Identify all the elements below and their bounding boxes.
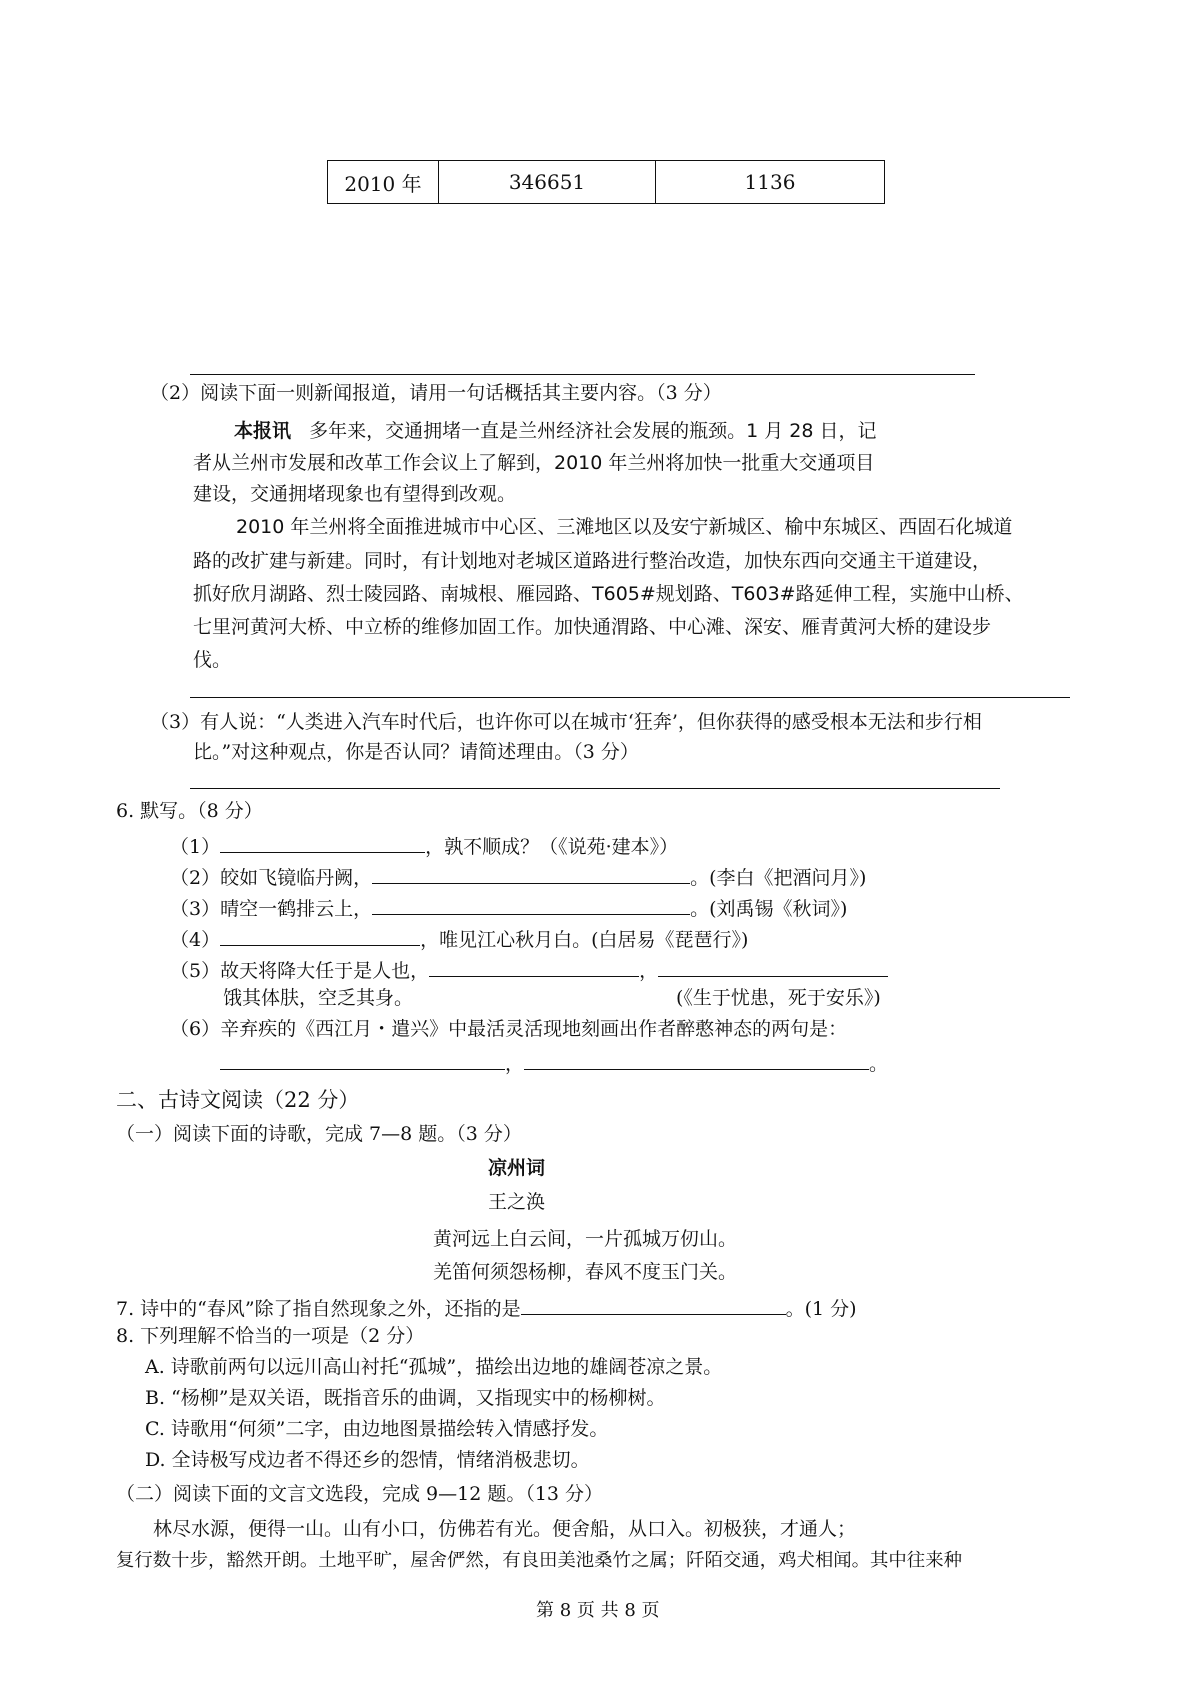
- q6-item-4: [170, 927, 748, 950]
- q6-item-6: [170, 1020, 847, 1039]
- q6-item-1-num: （1）: [170, 836, 221, 858]
- page-footer: 第 8 页 共 8 页: [536, 1600, 660, 1621]
- q6-6-blank-a[interactable]: [220, 1051, 505, 1070]
- q8-option-c[interactable]: C. 诗歌用“何须”二字，由边地图景描绘转入情感抒发。: [145, 1418, 609, 1440]
- q8-text: 8. 下列理解不恰当的一项是（2 分）: [116, 1325, 425, 1347]
- news-p1-line3: 建设，交通拥堵现象也有望得到改观。: [193, 483, 517, 505]
- section2-title: 二、古诗文阅读（22 分）: [116, 1088, 360, 1112]
- q7-text: 7. 诗中的“春风”除了指自然现象之外，还指的是: [116, 1298, 521, 1320]
- q6-item-6-num: （6）: [170, 1018, 221, 1040]
- q6-item-5-mid: ，: [639, 960, 659, 982]
- passage-line-2: 复行数十步，豁然开朗。土地平旷，屋舍俨然，有良田美池桑竹之属；阡陌交通，鸡犬相闻。其中往来种: [116, 1550, 962, 1571]
- news-p2-line1: 2010 年兰州将全面推进城市中心区、三滩地区以及安宁新城区、榆中东城区、西固石化城道: [236, 516, 1013, 538]
- q6-item-5-num: （5）: [170, 960, 221, 982]
- news-p2-line4: 七里河黄河大桥、中立桥的维修加固工作。加快通渭路、中心滩、深安、雁青黄河大桥的建设步: [193, 616, 992, 638]
- q6-5-blank-b[interactable]: [658, 958, 888, 977]
- q6-item-6-text: 辛弃疾的《西江月・遣兴》中最活灵活现地刻画出作者醉憨神态的两句是：: [220, 1018, 848, 1040]
- section2-part1: （一）阅读下面的诗歌，完成 7—8 题。（3 分）: [116, 1123, 522, 1145]
- q5-3-line1: （3）有人说：“人类进入汽车时代后，也许你可以在城市‘狂奔’，但你获得的感受根本无法和步行相: [150, 711, 982, 733]
- q6-item-2: [170, 865, 866, 888]
- q8-option-a[interactable]: A. 诗歌前两句以远川高山衬托“孤城”，描绘出边地的雄阔苍凉之景。: [145, 1356, 723, 1378]
- q6-item-5-text: 故天将降大任于是人也，: [220, 960, 430, 982]
- answer-line-q5-2[interactable]: [190, 697, 1070, 698]
- q6-item-2-end: 。(李白《把酒问月》): [690, 867, 867, 889]
- q6-item-6-mid: ，: [505, 1053, 525, 1075]
- q6-item-4-text: ，唯见江心秋月白。(白居易《琵琶行》): [420, 929, 749, 951]
- poem-author: 王之涣: [488, 1191, 546, 1213]
- news-p1-line2: 者从兰州市发展和改革工作会议上了解到，2010 年兰州将加快一批重大交通项目: [193, 452, 875, 474]
- q6-item-3: [170, 896, 847, 919]
- q8-option-d[interactable]: D. 全诗极写戍边者不得还乡的怨情，情绪消极悲切。: [145, 1449, 590, 1471]
- q6-item-3-end: 。(刘禹锡《秋词》): [690, 898, 848, 920]
- q6-item-2-num: （2）: [170, 867, 221, 889]
- q5-2-prompt: （2）阅读下面一则新闻报道，请用一句话概括其主要内容。（3 分）: [150, 382, 722, 404]
- q5-3-line2: 比。”对这种观点，你是否认同？请简述理由。（3 分）: [193, 741, 639, 763]
- news-lead-line: [234, 422, 877, 441]
- news-lead-rest: 多年来，交通拥堵一直是兰州经济社会发展的瓶颈。1 月 28 日，记: [309, 420, 877, 442]
- q6-5-blank-a[interactable]: [429, 958, 639, 977]
- news-lead-bold: 本报讯: [234, 420, 292, 442]
- q6-4-blank[interactable]: [220, 927, 420, 946]
- q6-6-blank-b[interactable]: [524, 1051, 869, 1070]
- poem-line-2: 羌笛何须怨杨柳，春风不度玉门关。: [433, 1261, 738, 1283]
- answer-line-q5-3[interactable]: [190, 788, 1000, 789]
- news-p2-line2: 路的改扩建与新建。同时，有计划地对老城区道路进行整治改造，加快东西向交通主干道建设，: [193, 550, 992, 572]
- q6-item-6-answer: [220, 1051, 888, 1074]
- q7-blank[interactable]: [521, 1296, 786, 1315]
- table-row: [328, 161, 885, 204]
- q6-item-6-end: 。: [869, 1053, 889, 1075]
- passage-line-1: 林尽水源，便得一山。山有小口，仿佛若有光。便舍船，从口入。初极狭，才通人；: [153, 1518, 857, 1540]
- news-p2-line5: 伐。: [193, 649, 232, 671]
- poem-title: 凉州词: [488, 1157, 546, 1179]
- q6-item-4-num: （4）: [170, 929, 221, 951]
- data-table: [327, 160, 885, 204]
- answer-line-q5-1[interactable]: [190, 374, 975, 375]
- table-cell-year: 2010 年: [328, 161, 439, 204]
- q6-1-blank[interactable]: [220, 834, 425, 853]
- q7-end: 。(1 分): [785, 1298, 857, 1320]
- q6-item-2-text: 皎如飞镜临丹阙，: [220, 867, 373, 889]
- q6-item-5: [170, 958, 888, 981]
- q8-option-b[interactable]: B. “杨柳”是双关语，既指音乐的曲调，又指现实中的杨柳树。: [145, 1387, 666, 1409]
- q6-item-5-source: (《生于忧患，死于安乐》): [676, 987, 881, 1009]
- q7: [116, 1296, 857, 1319]
- q6-item-5-line2: 饿其体肤，空乏其身。: [223, 987, 414, 1009]
- q6-item-3-text: 晴空一鹤排云上，: [220, 898, 373, 920]
- q6-title: 6. 默写。（8 分）: [116, 800, 263, 822]
- q6-3-blank[interactable]: [372, 896, 690, 915]
- section2-part2: （二）阅读下面的文言文选段，完成 9—12 题。（13 分）: [116, 1483, 604, 1505]
- q6-2-blank[interactable]: [372, 865, 690, 884]
- news-p2-line3: 抓好欣月湖路、烈士陵园路、南城根、雁园路、T605#规划路、T603#路延伸工程，实施中山桥、: [193, 583, 1024, 605]
- poem-line-1: 黄河远上白云间，一片孤城万仞山。: [433, 1228, 738, 1250]
- q6-item-3-num: （3）: [170, 898, 221, 920]
- table-cell-value2: 1136: [656, 161, 885, 204]
- q6-item-1: [170, 834, 678, 857]
- table-cell-value1: 346651: [439, 161, 656, 204]
- q6-item-1-text: ，孰不顺成？（《说苑·建本》）: [425, 836, 679, 858]
